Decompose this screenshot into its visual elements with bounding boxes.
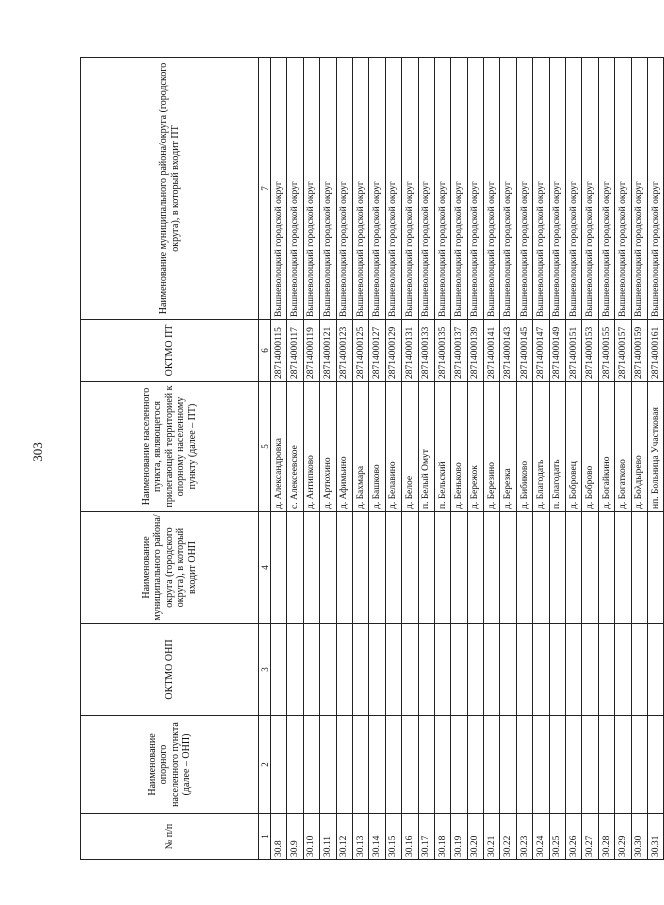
onp-oktmo-cell — [647, 624, 663, 716]
table-row — [418, 58, 434, 860]
row-number: 30.9 — [287, 814, 303, 860]
pt-oktmo-cell: 28714000125 — [352, 320, 368, 382]
onp-oktmo-cell — [402, 624, 418, 716]
onp-oktmo-cell — [271, 624, 287, 716]
onp-oktmo-cell — [549, 624, 565, 716]
pt-district-cell: Вышневолоцкий городской округ — [336, 58, 352, 320]
column-number: 3 — [259, 624, 271, 716]
onp-district-cell — [598, 512, 614, 624]
onp-district-cell — [484, 512, 500, 624]
table-row — [369, 58, 385, 860]
onp-name-cell — [402, 716, 418, 814]
pt-district-cell: Вышневолоцкий городской округ — [500, 58, 516, 320]
onp-district-cell — [336, 512, 352, 624]
onp-district-cell — [352, 512, 368, 624]
pt-name-cell: д. Антипково — [303, 382, 319, 512]
row-number: 30.18 — [434, 814, 450, 860]
row-number: 30.15 — [385, 814, 401, 860]
onp-name-cell — [467, 716, 483, 814]
row-number: 30.12 — [336, 814, 352, 860]
pt-district-cell: Вышневолоцкий городской округ — [566, 58, 582, 320]
pt-name-cell: нп. Больница Участковая — [647, 382, 663, 512]
onp-district-cell — [566, 512, 582, 624]
onp-district-cell — [451, 512, 467, 624]
onp-name-cell — [451, 716, 467, 814]
pt-name-cell: д. Бибиково — [516, 382, 532, 512]
table-row — [451, 58, 467, 860]
pt-name-cell: д. Богатково — [615, 382, 631, 512]
onp-oktmo-cell — [615, 624, 631, 716]
table-row — [533, 58, 549, 860]
row-number: 30.28 — [598, 814, 614, 860]
pt-district-cell: Вышневолоцкий городской округ — [320, 58, 336, 320]
pt-district-cell: Вышневолоцкий городской округ — [467, 58, 483, 320]
pt-oktmo-cell: 28714000129 — [385, 320, 401, 382]
row-number: 30.24 — [533, 814, 549, 860]
pt-district-cell: Вышневолоцкий городской округ — [615, 58, 631, 320]
row-number: 30.25 — [549, 814, 565, 860]
table-row — [500, 58, 516, 860]
onp-name-cell — [484, 716, 500, 814]
row-number: 30.29 — [615, 814, 631, 860]
onp-district-cell — [615, 512, 631, 624]
table-row — [320, 58, 336, 860]
table-row — [484, 58, 500, 860]
onp-district-cell — [271, 512, 287, 624]
table-body — [271, 58, 664, 860]
onp-name-cell — [434, 716, 450, 814]
pt-oktmo-cell: 28714000131 — [402, 320, 418, 382]
table-row — [516, 58, 532, 860]
onp-oktmo-cell — [566, 624, 582, 716]
pt-district-cell: Вышневолоцкий городской округ — [287, 58, 303, 320]
pt-district-cell: Вышневолоцкий городской округ — [631, 58, 647, 320]
pt-oktmo-cell: 28714000159 — [631, 320, 647, 382]
onp-name-cell — [303, 716, 319, 814]
onp-name-cell — [352, 716, 368, 814]
column-number: 5 — [259, 382, 271, 512]
header-pt-oktmo: ОКТМО ПТ — [81, 320, 259, 382]
row-number: 30.27 — [582, 814, 598, 860]
table-row — [336, 58, 352, 860]
pt-name-cell: д. Беньково — [451, 382, 467, 512]
pt-oktmo-cell: 28714000133 — [418, 320, 434, 382]
onp-oktmo-cell — [287, 624, 303, 716]
onp-oktmo-cell — [385, 624, 401, 716]
pt-oktmo-cell: 28714000153 — [582, 320, 598, 382]
onp-district-cell — [402, 512, 418, 624]
header-pt-district: Наименование муниципального района/округа (городского округа), в который входит ПТ — [81, 58, 259, 320]
pt-district-cell: Вышневолоцкий городской округ — [418, 58, 434, 320]
row-number: 30.31 — [647, 814, 663, 860]
table-row — [647, 58, 663, 860]
onp-name-cell — [582, 716, 598, 814]
pt-oktmo-cell: 28714000145 — [516, 320, 532, 382]
onp-district-cell — [467, 512, 483, 624]
onp-oktmo-cell — [631, 624, 647, 716]
pt-oktmo-cell: 28714000119 — [303, 320, 319, 382]
pt-district-cell: Вышневолоцкий городской округ — [352, 58, 368, 320]
pt-oktmo-cell: 28714000121 — [320, 320, 336, 382]
onp-district-cell — [516, 512, 532, 624]
pt-name-cell: д. Башково — [369, 382, 385, 512]
onp-district-cell — [500, 512, 516, 624]
onp-name-cell — [566, 716, 582, 814]
onp-oktmo-cell — [484, 624, 500, 716]
onp-name-cell — [533, 716, 549, 814]
onp-district-cell — [434, 512, 450, 624]
pt-district-cell: Вышневолоцкий городской округ — [533, 58, 549, 320]
column-number: 1 — [259, 814, 271, 860]
table-row — [434, 58, 450, 860]
onp-oktmo-cell — [352, 624, 368, 716]
pt-name-cell: д. Белое — [402, 382, 418, 512]
onp-oktmo-cell — [336, 624, 352, 716]
pt-district-cell: Вышневолоцкий городской округ — [434, 58, 450, 320]
onp-name-cell — [631, 716, 647, 814]
row-number: 30.19 — [451, 814, 467, 860]
onp-oktmo-cell — [582, 624, 598, 716]
header-num: № п/п — [81, 814, 259, 860]
pt-district-cell: Вышневолоцкий городской округ — [647, 58, 663, 320]
onp-oktmo-cell — [369, 624, 385, 716]
pt-district-cell: Вышневолоцкий городской округ — [451, 58, 467, 320]
onp-district-cell — [320, 512, 336, 624]
row-number: 30.13 — [352, 814, 368, 860]
table-container — [80, 58, 661, 860]
row-number: 30.26 — [566, 814, 582, 860]
onp-oktmo-cell — [451, 624, 467, 716]
onp-name-cell — [369, 716, 385, 814]
pt-name-cell: д. Бобровец — [566, 382, 582, 512]
table-row — [631, 58, 647, 860]
pt-name-cell: д. Бережок — [467, 382, 483, 512]
onp-name-cell — [287, 716, 303, 814]
onp-oktmo-cell — [418, 624, 434, 716]
pt-district-cell: Вышневолоцкий городской округ — [303, 58, 319, 320]
pt-oktmo-cell: 28714000151 — [566, 320, 582, 382]
onp-name-cell — [336, 716, 352, 814]
pt-oktmo-cell: 28714000139 — [467, 320, 483, 382]
pt-oktmo-cell: 28714000141 — [484, 320, 500, 382]
pt-name-cell: п. Благодать — [549, 382, 565, 512]
onp-district-cell — [385, 512, 401, 624]
onp-oktmo-cell — [500, 624, 516, 716]
onp-district-cell — [303, 512, 319, 624]
row-number: 30.21 — [484, 814, 500, 860]
pt-district-cell: Вышневолоцкий городской округ — [402, 58, 418, 320]
table-row — [352, 58, 368, 860]
pt-oktmo-cell: 28714000161 — [647, 320, 663, 382]
onp-name-cell — [615, 716, 631, 814]
onp-district-cell — [582, 512, 598, 624]
onp-district-cell — [549, 512, 565, 624]
onp-oktmo-cell — [467, 624, 483, 716]
header-onp-district: Наименование муниципального района/округа (городского округа), в который входит ОНП — [81, 512, 259, 624]
table-row — [582, 58, 598, 860]
onp-oktmo-cell — [434, 624, 450, 716]
pt-oktmo-cell: 28714000115 — [271, 320, 287, 382]
header-onp-name: Наименование опорного населенного пункта (далее – ОНП) — [81, 716, 259, 814]
pt-oktmo-cell: 28714000117 — [287, 320, 303, 382]
pt-oktmo-cell: 28714000143 — [500, 320, 516, 382]
pt-name-cell: д. Артюхино — [320, 382, 336, 512]
onp-name-cell — [385, 716, 401, 814]
pt-oktmo-cell: 28714000127 — [369, 320, 385, 382]
rotated-table-wrapper — [80, 58, 661, 860]
onp-district-cell — [418, 512, 434, 624]
pt-district-cell: Вышневолоцкий городской округ — [516, 58, 532, 320]
pt-name-cell: д. Афимьино — [336, 382, 352, 512]
pt-name-cell: д. Березка — [500, 382, 516, 512]
onp-oktmo-cell — [320, 624, 336, 716]
column-number: 6 — [259, 320, 271, 382]
onp-oktmo-cell — [598, 624, 614, 716]
onp-oktmo-cell — [516, 624, 532, 716]
column-number: 2 — [259, 716, 271, 814]
table-row — [549, 58, 565, 860]
onp-name-cell — [418, 716, 434, 814]
onp-name-cell — [320, 716, 336, 814]
pt-district-cell: Вышневолоцкий городской округ — [369, 58, 385, 320]
pt-name-cell: д. Бολдырево — [631, 382, 647, 512]
pt-oktmo-cell: 28714000155 — [598, 320, 614, 382]
column-number: 7 — [259, 58, 271, 320]
onp-district-cell — [631, 512, 647, 624]
row-number: 30.20 — [467, 814, 483, 860]
row-number: 30.11 — [320, 814, 336, 860]
pt-name-cell: п. Бельский — [434, 382, 450, 512]
settlements-table — [80, 57, 664, 860]
table-row — [402, 58, 418, 860]
pt-oktmo-cell: 28714000137 — [451, 320, 467, 382]
table-row — [385, 58, 401, 860]
pt-oktmo-cell: 28714000157 — [615, 320, 631, 382]
table-row — [615, 58, 631, 860]
row-number: 30.8 — [271, 814, 287, 860]
pt-name-cell: д. Благодать — [533, 382, 549, 512]
pt-district-cell: Вышневолоцкий городской округ — [385, 58, 401, 320]
pt-oktmo-cell: 28714000149 — [549, 320, 565, 382]
pt-district-cell: Вышневолоцкий городской округ — [549, 58, 565, 320]
onp-name-cell — [647, 716, 663, 814]
table-row — [566, 58, 582, 860]
pt-name-cell: д. Александровка — [271, 382, 287, 512]
pt-district-cell: Вышневолоцкий городской округ — [582, 58, 598, 320]
onp-name-cell — [500, 716, 516, 814]
pt-oktmo-cell: 28714000147 — [533, 320, 549, 382]
row-number: 30.16 — [402, 814, 418, 860]
onp-name-cell — [549, 716, 565, 814]
row-number: 30.23 — [516, 814, 532, 860]
pt-name-cell: д. Бахмара — [352, 382, 368, 512]
onp-oktmo-cell — [533, 624, 549, 716]
row-number: 30.22 — [500, 814, 516, 860]
row-number: 30.10 — [303, 814, 319, 860]
pt-district-cell: Вышневолоцкий городской округ — [484, 58, 500, 320]
table-row — [287, 58, 303, 860]
page-number: 303 — [30, 442, 45, 462]
onp-district-cell — [533, 512, 549, 624]
row-number: 30.30 — [631, 814, 647, 860]
column-number: 4 — [259, 512, 271, 624]
pt-district-cell: Вышневолоцкий городской округ — [271, 58, 287, 320]
onp-oktmo-cell — [303, 624, 319, 716]
pt-name-cell: д. Боброво — [582, 382, 598, 512]
pt-name-cell: д. Белавино — [385, 382, 401, 512]
header-pt-name: Наименование населенного пункта, являющегося прилегающей территорией к опорному населенному пункту (далее – ПТ) — [81, 382, 259, 512]
onp-name-cell — [598, 716, 614, 814]
header-onp-oktmo: ОКТМО ОНП — [81, 624, 259, 716]
onp-name-cell — [271, 716, 287, 814]
pt-name-cell: п. Белый Омут — [418, 382, 434, 512]
pt-name-cell: с. Алексеевское — [287, 382, 303, 512]
table-row — [271, 58, 287, 860]
onp-district-cell — [287, 512, 303, 624]
onp-name-cell — [516, 716, 532, 814]
table-row — [303, 58, 319, 860]
pt-oktmo-cell: 28714000135 — [434, 320, 450, 382]
pt-oktmo-cell: 28714000123 — [336, 320, 352, 382]
table-row — [467, 58, 483, 860]
pt-name-cell: д. Березино — [484, 382, 500, 512]
onp-district-cell — [647, 512, 663, 624]
row-number: 30.14 — [369, 814, 385, 860]
pt-name-cell: д. Богайкино — [598, 382, 614, 512]
table-row — [598, 58, 614, 860]
row-number: 30.17 — [418, 814, 434, 860]
pt-district-cell: Вышневолоцкий городской округ — [598, 58, 614, 320]
onp-district-cell — [369, 512, 385, 624]
